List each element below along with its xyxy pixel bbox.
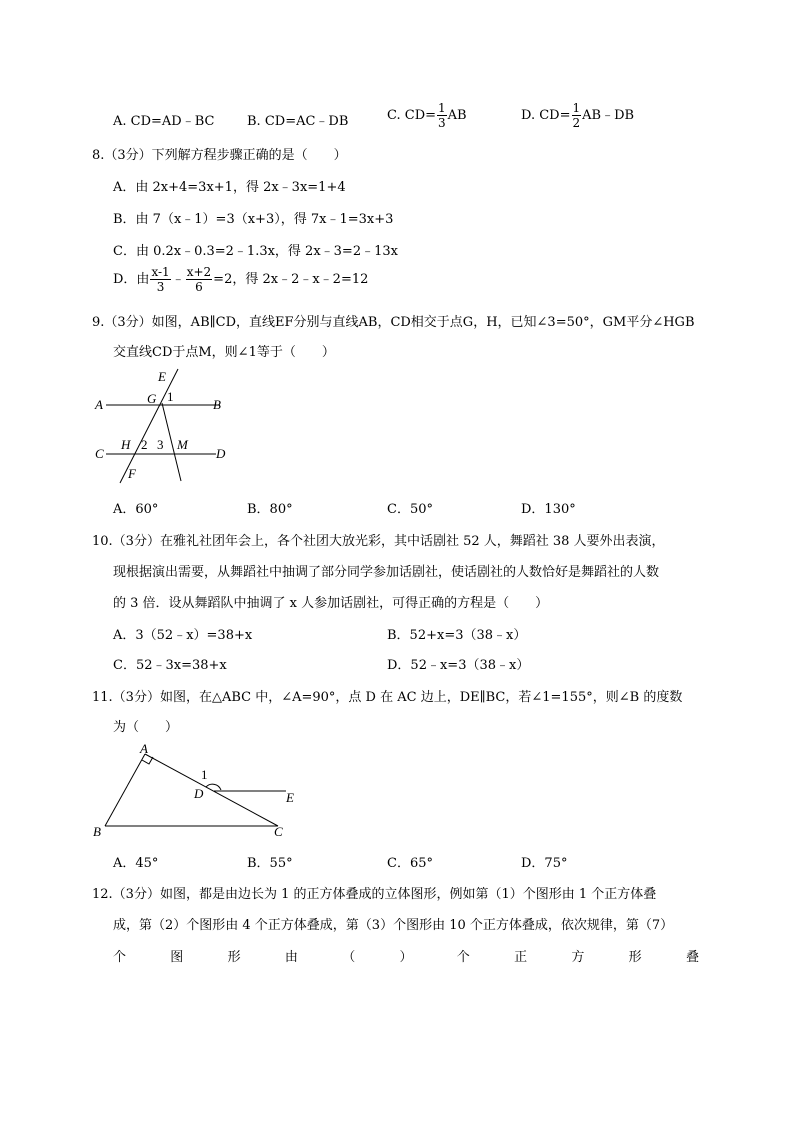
q9-option-b: B．80° [247,502,293,517]
label-h: H [121,437,131,452]
label-f: F [128,466,136,481]
q12-stem-line3: 个 图 形 由 （ ） 个 正 方 形 叠 [113,950,699,965]
q10-stem-line2: 现根据演出需要，从舞蹈社中抽调了部分同学参加话剧社，使话剧社的人数恰好是舞蹈社的人数 [113,565,660,580]
q8-option-a: A．由 2x+4=3x+1，得 2x﹣3x=1+4 [113,180,346,195]
q12-stem-line1: 12.（3分）如图，都是由边长为 1 的正方体叠成的立体图形，例如第（1）个图形由 1 个正方体叠 [92,887,657,902]
q7-options [113,101,713,138]
label-1: 1 [201,767,208,782]
q9-stem-line2: 交直线CD于点M，则∠1等于（ ） [113,345,335,360]
right-angle-mark [142,757,153,764]
label-e: E [286,790,294,805]
label-c: C [274,824,283,839]
label-d: D [216,446,226,461]
q10-option-d: D．52﹣x=3（38﹣x） [387,658,530,673]
q11-option-d: D．75° [521,856,568,871]
label-m: M [177,437,188,452]
q9-figure [92,365,232,487]
q10-stem-line3: 的 3 倍．设从舞蹈队中抽调了 x 人参加话剧社，可得正确的方程是（ ） [113,596,549,611]
q11-option-c: C．65° [387,856,433,871]
q10-option-c: C．52﹣3x=38+x [113,658,227,673]
q8-stem: 8.（3分）下列解方程步骤正确的是（ ） [92,148,347,163]
label-1: 1 [167,389,174,404]
q10-options-row1 [113,624,673,644]
label-c: C [95,446,104,461]
label-3: 3 [157,437,164,452]
label-d: D [194,786,204,801]
q9-option-a: A．60° [113,502,159,517]
label-2: 2 [141,437,148,452]
q11-option-a: A．45° [113,856,159,871]
q7-option-d: D. CD= $\frac{1}{2}$ AB﹣DB [521,101,635,130]
q7-option-a: A. CD=AD﹣BC [113,114,215,129]
q10-option-a: A．3（52﹣x）=38+x [113,628,253,643]
fraction: $\frac{1}{2}$ [572,101,581,130]
fraction: $\frac{x+2}{6}$ [186,265,212,294]
q9-options [113,498,673,518]
fraction: $\frac{x-1}{3}$ [151,265,170,294]
q11-options [113,852,673,872]
label-e: E [158,369,166,384]
q9-option-c: C．50° [387,502,433,517]
q11-option-b: B．55° [247,856,293,871]
q8-option-c: C．由 0.2x﹣0.3=2﹣1.3x，得 2x﹣3=2﹣13x [113,244,398,259]
q10-stem-line1: 10.（3分）在雅礼社团年会上，各个社团大放光彩，其中话剧社 52 人，舞蹈社 38 人要外出表演， [92,534,665,549]
label-g: G [147,391,157,406]
q9-stem-line1: 9.（3分）如图，AB∥CD，直线EF分别与直线AB，CD相交于点G，H，已知∠3=50°，GM平分∠HGB [92,315,695,330]
q8-option-b: B．由 7（x﹣1）=3（x+3），得 7x﹣1=3x+3 [113,212,394,227]
q7-option-b: B. CD=AC﹣DB [247,114,349,129]
q11-stem-line1: 11.（3分）如图，在△ABC 中，∠A=90°，点 D 在 AC 边上，DE∥BC，若∠1=155°，则∠B 的度数 [92,690,683,705]
angle-1-arc [206,784,221,790]
label-b: B [213,397,221,412]
q10-option-b: B．52+x=3（38﹣x） [387,628,527,643]
q11-stem-line2: 为（ ） [113,720,179,735]
side-ac [145,754,278,826]
fraction: $\frac{1}{3}$ [438,101,446,130]
q12-stem-line2: 成，第（2）个图形由 4 个正方体叠成，第（3）个图形由 10 个正方体叠成，依次规律，第（7） [113,918,674,933]
q10-options-row2 [113,654,673,674]
label-a: A [140,742,148,756]
q9-option-d: D．130° [521,502,576,517]
label-a: A [95,397,103,412]
q11-figure [90,742,300,842]
side-ab [105,754,145,826]
q7-option-c: C. CD= $\frac{1}{3}$ AB [387,101,467,130]
label-b: B [93,824,101,839]
q8-option-d: D．由 $\frac{x-1}{3}$ ﹣ $\frac{x+2}{6}$ =2，得 2x﹣2﹣x﹣2=12 [113,265,369,294]
